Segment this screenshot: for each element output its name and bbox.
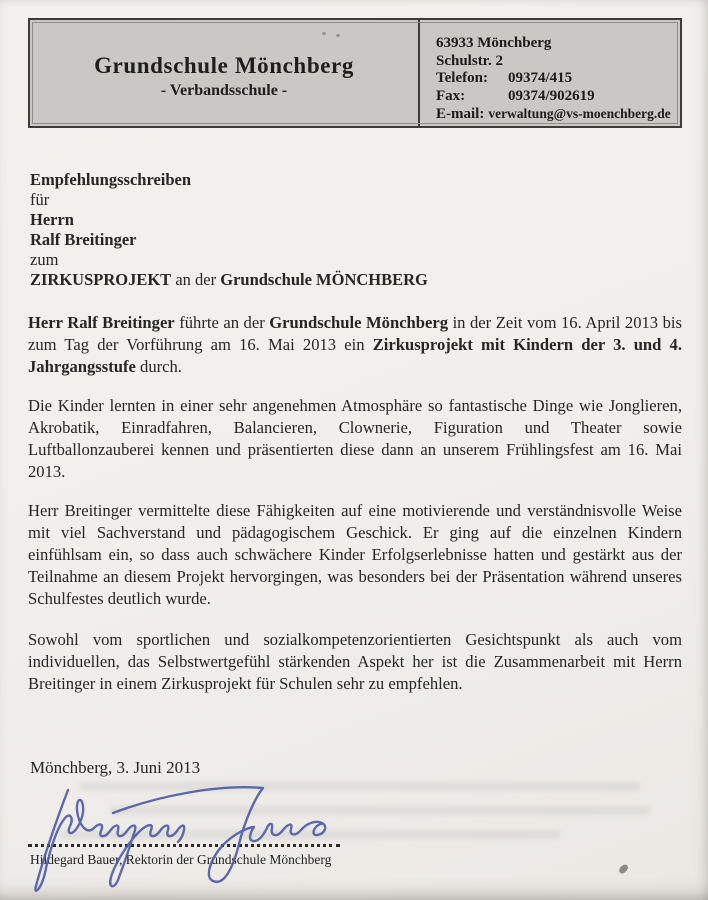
fax-label: Fax:: [436, 87, 466, 104]
letter-body: [28, 312, 682, 712]
ink-speck: [618, 863, 629, 875]
signature-caption: Hildegard Bauer, Rektorin der Grundschule Mönchberg: [30, 852, 332, 867]
paragraph-1: Herr Ralf Breitinger führte an der Grundschule Mönchberg in der Zeit vom 16. April 2013 bis zum Tag der Vorführung am 16. Mai 2013 ein Zirkusprojekt mit Kindern der 3. und 4. Jahrgangsstufe durch.: [28, 313, 682, 376]
phone-label: Telefon:: [436, 70, 488, 86]
signature-dotted-line: [28, 844, 340, 847]
paragraph-4: Sowohl vom sportlichen und sozialkompetenzorientierten Gesichtspunkt als auch vom individuellen, das Selbstwertgefühl stärkenden Aspekt her ist die Zusammenarbeit mit Herrn Breitinger in einem Zirkusprojekt für Schulen sehr zu empfehlen.: [28, 630, 682, 693]
paragraph-2: Die Kinder lernten in einer sehr angenehmen Atmosphäre so fantastische Dinge wie Jonglieren, Akrobatik, Einradfahren, Balancieren, Clownerie, Figuration und Theater sowie Luftballonzauberei kennen und präsentierten diese dann an unserem Frühlingsfest am 16. Mai 2013.: [28, 396, 682, 481]
bleed-through-artifact: [80, 782, 640, 791]
subject-person-name: Ralf Breitinger: [30, 230, 137, 249]
school-name: Grundschule Mönchberg: [94, 52, 354, 78]
letterhead-school-block: [30, 20, 420, 126]
subject-title: Empfehlungsschreiben: [30, 170, 192, 189]
dateline: Mönchberg, 3. Juni 2013: [30, 758, 201, 777]
fax-value: 09374/902619: [508, 87, 595, 104]
school-type: - Verbandsschule -: [160, 81, 288, 99]
phone-value: 09374/415: [508, 70, 573, 86]
address-email: [436, 105, 674, 124]
paragraph-3: Herr Breitinger vermittelte diese Fähigkeiten auf eine motivierende und verständnisvolle Weise mit viel Sachverstand und pädagogischem Geschick. Er ging auf die einzelnen Kindern einfühlsam ein, so dass auch schwächere Kinder Erfolgserlebnisse hatten und gestärkt aus der Teilnahme an diesem Projekt hervorgingen, was besonders bei der Präsentation während unseres Schulfestes deutlich wurde.: [28, 501, 682, 608]
signature-block: [28, 792, 448, 892]
email-value: verwaltung@vs-moenchberg.de: [488, 106, 671, 121]
project-name: ZIRKUSPROJEKT: [30, 270, 172, 289]
letterhead: [28, 18, 682, 128]
subject-block: [30, 170, 670, 290]
email-label: E-mail:: [436, 106, 485, 122]
subject-zum: zum: [30, 250, 59, 269]
subject-salutation: Herrn: [30, 210, 74, 229]
project-school: Grundschule MÖNCHBERG: [220, 270, 428, 289]
address-fax: [436, 88, 674, 106]
address-street: Schulstr. 2: [436, 52, 503, 69]
subject-for: für: [30, 190, 50, 209]
scan-speck: [336, 34, 340, 37]
subject-project-line: ZIRKUSPROJEKT an der Grundschule MÖNCHBERG: [30, 270, 428, 289]
scan-speck: [322, 32, 326, 35]
letterhead-address-block: [420, 20, 680, 126]
address-city: 63933 Mönchberg: [436, 35, 552, 51]
address-phone: [436, 70, 674, 88]
